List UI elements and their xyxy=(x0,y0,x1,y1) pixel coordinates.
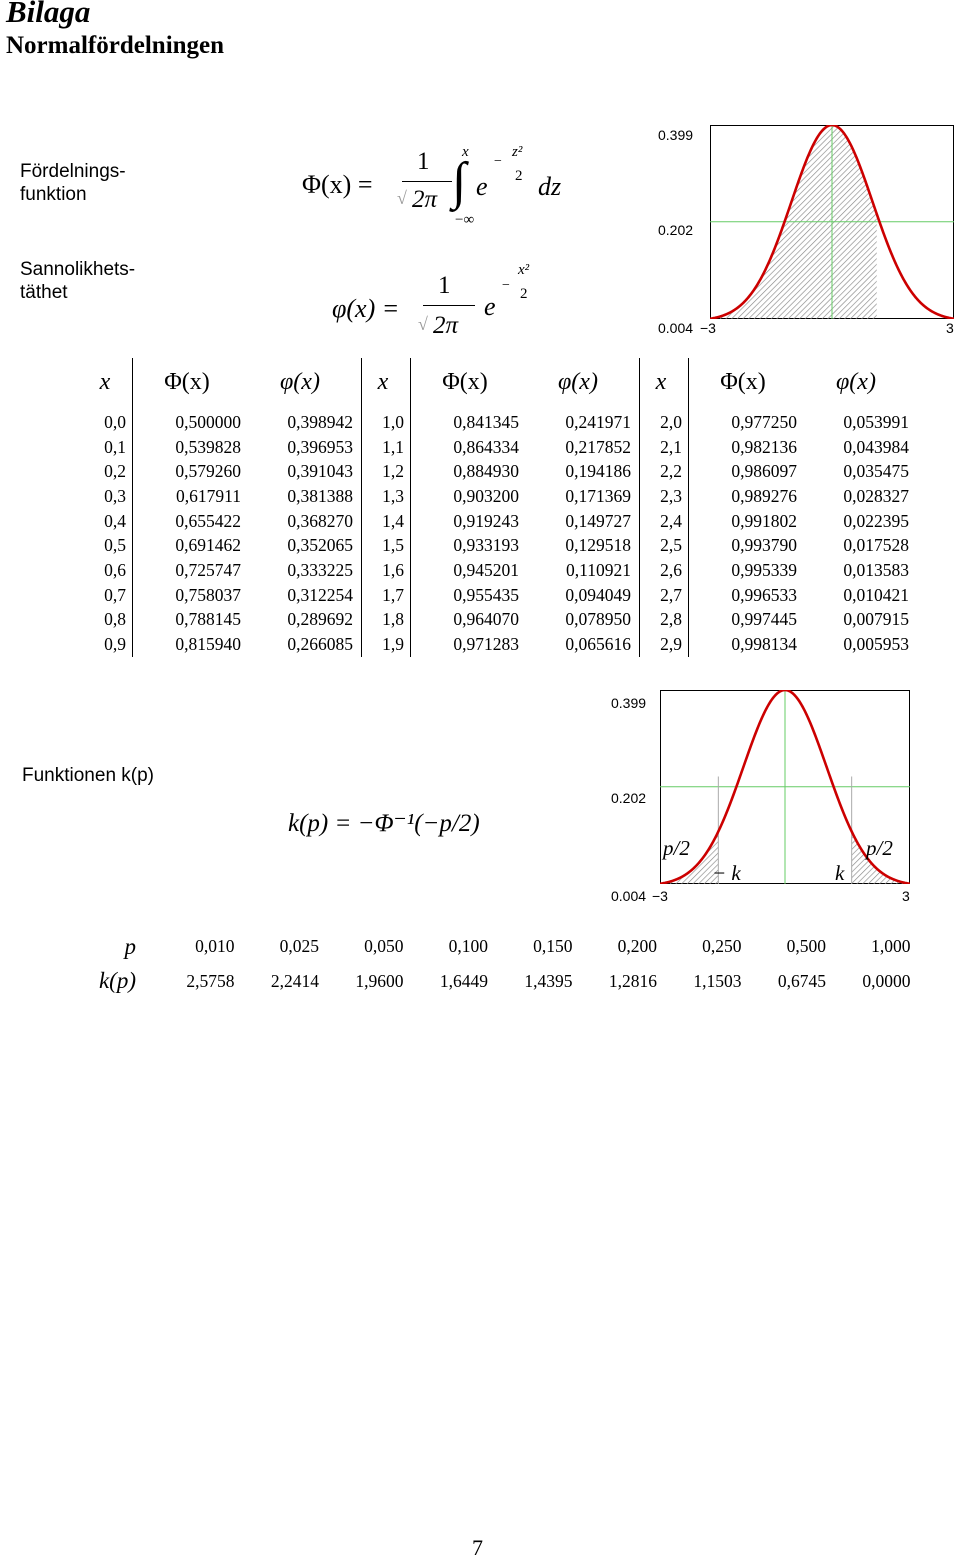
table-cell: 0,8 xyxy=(104,609,126,630)
table-cell: 0,266085 xyxy=(287,634,353,655)
table-cell: 0,053991 xyxy=(843,411,909,432)
chart1-ybot: 0.004 xyxy=(658,320,694,336)
table-cell: 0,022395 xyxy=(843,510,909,531)
table-cell: 1,4 xyxy=(362,509,411,534)
table-cell: 0,352065 xyxy=(287,535,353,556)
right-area-label: p/2 xyxy=(866,836,893,860)
chart1-ymid: 0.202 xyxy=(658,222,694,238)
table-cell: 1,0 xyxy=(362,406,411,435)
table-cell: 0,0 xyxy=(104,411,126,432)
table-cell: 0,010421 xyxy=(843,584,909,605)
normal-table xyxy=(84,358,917,657)
table-row xyxy=(84,558,917,583)
table-cell: 0,955435 xyxy=(411,583,526,608)
table-row xyxy=(84,533,917,558)
chart1-plot xyxy=(710,125,954,319)
table-row xyxy=(84,406,917,435)
cdf-fraction-line xyxy=(402,181,452,182)
table-cell: 0,368270 xyxy=(287,510,353,531)
sqrt-icon: √ xyxy=(418,314,428,334)
table-cell: 0,998134 xyxy=(689,632,804,657)
chart1-ytop: 0.399 xyxy=(658,127,694,143)
col-Phi: Φ(x) xyxy=(411,358,526,406)
chart2-xmin: −3 xyxy=(652,888,668,904)
table-cell: 0,617911 xyxy=(133,484,248,509)
col-x: x xyxy=(362,358,411,406)
k-formula: k(p) = −Φ⁻¹(−p/2) xyxy=(288,810,480,837)
table-cell: 2,6 xyxy=(640,558,689,583)
table-row xyxy=(84,484,917,509)
table-cell: 0,065616 xyxy=(565,634,631,655)
table-cell: 1,4395 xyxy=(524,971,573,991)
table-cell: 1,1 xyxy=(362,435,411,460)
table-cell: 0,050 xyxy=(364,936,404,956)
pdf-numerator: 1 xyxy=(438,272,451,299)
table-cell: 0,788145 xyxy=(133,608,248,633)
table-row xyxy=(84,459,917,484)
table-cell: 0,9 xyxy=(104,634,126,655)
cdf-formula xyxy=(300,140,590,240)
pdf-exp-num: x² xyxy=(518,262,530,278)
table-cell: 0,945201 xyxy=(411,558,526,583)
table-cell: 1,9 xyxy=(362,632,411,657)
p-row-label: p xyxy=(124,934,136,959)
table-cell: 0,017528 xyxy=(843,535,909,556)
table-cell: 0,4 xyxy=(104,510,126,531)
distribution-label: Fördelnings- funktion xyxy=(20,161,126,205)
table-cell: 2,9 xyxy=(640,632,689,657)
table-cell: 0,013583 xyxy=(843,559,909,580)
cdf-lhs: Φ(x) = xyxy=(302,170,373,199)
table-cell: 0,094049 xyxy=(565,584,631,605)
table-header xyxy=(84,358,917,406)
table-cell: 0,500000 xyxy=(133,406,248,435)
table-cell: 0,6 xyxy=(104,559,126,580)
table-cell: 0,7 xyxy=(104,584,126,605)
table-cell: 0,903200 xyxy=(411,484,526,509)
appendix-title: Bilaga xyxy=(6,0,91,29)
table-row xyxy=(84,632,917,657)
table-cell: 0,1 xyxy=(104,436,126,457)
table-row xyxy=(84,509,917,534)
table-cell: 0,043984 xyxy=(843,436,909,457)
table-cell: 0,312254 xyxy=(287,584,353,605)
table-cell: 0,996533 xyxy=(689,583,804,608)
table-cell: 0,993790 xyxy=(689,533,804,558)
table-cell: 0,333225 xyxy=(287,559,353,580)
col-phi: φ(x) xyxy=(836,368,876,395)
table-cell: 0,129518 xyxy=(565,535,631,556)
table-cell: 2,7 xyxy=(640,583,689,608)
table-cell: 0,933193 xyxy=(411,533,526,558)
table-cell: 0,171369 xyxy=(565,485,631,506)
table-row xyxy=(84,608,917,633)
table-cell: 0,150 xyxy=(533,936,573,956)
cdf-lower-limit: −∞ xyxy=(455,212,475,228)
table-cell: 0,391043 xyxy=(287,461,353,482)
table-cell: 0,995339 xyxy=(689,558,804,583)
table-cell: 1,2816 xyxy=(608,971,657,991)
table-cell: 0,500 xyxy=(786,936,826,956)
table-row xyxy=(84,583,917,608)
cdf-numerator: 1 xyxy=(417,148,430,175)
sqrt-icon: √ xyxy=(397,188,407,208)
table-cell: 0,6745 xyxy=(777,971,826,991)
table-cell: 1,6449 xyxy=(439,971,488,991)
col-phi: φ(x) xyxy=(558,368,598,395)
chart1-xmin: −3 xyxy=(700,320,716,336)
k-label: k xyxy=(835,861,845,885)
table-cell: 0,035475 xyxy=(843,461,909,482)
page-title: Normalfördelningen xyxy=(6,32,225,59)
table-cell: 0,398942 xyxy=(287,411,353,432)
table-cell: 0,2 xyxy=(104,461,126,482)
table-cell: 0,977250 xyxy=(689,406,804,435)
col-Phi: Φ(x) xyxy=(133,358,248,406)
table-cell: 0,991802 xyxy=(689,509,804,534)
table-cell: 0,010 xyxy=(195,936,235,956)
table-cell: 0,989276 xyxy=(689,484,804,509)
table-cell: 1,7 xyxy=(362,583,411,608)
cdf-differential: dz xyxy=(538,172,562,201)
table-cell: 0,3 xyxy=(104,485,126,506)
table-cell: 0,884930 xyxy=(411,459,526,484)
cdf-exp-num: z² xyxy=(512,144,523,160)
kp-row-label: k(p) xyxy=(98,968,136,993)
table-cell: 0,758037 xyxy=(133,583,248,608)
table-cell: 0,289692 xyxy=(287,609,353,630)
table-cell: 0,007915 xyxy=(843,609,909,630)
table-cell: 0,005953 xyxy=(843,634,909,655)
table-cell: 2,0 xyxy=(640,406,689,435)
col-x: x xyxy=(640,358,689,406)
pdf-exp-den: 2 xyxy=(520,286,528,302)
table-cell: 0,028327 xyxy=(843,485,909,506)
table-cell: 0,381388 xyxy=(287,485,353,506)
page-number: 7 xyxy=(472,1535,483,1560)
pdf-integrand: e xyxy=(484,292,496,321)
table-cell: 0,725747 xyxy=(133,558,248,583)
table-cell: 0,5 xyxy=(104,535,126,556)
table-cell: 2,4 xyxy=(640,509,689,534)
table-cell: 1,8 xyxy=(362,608,411,633)
table-cell: 0,110921 xyxy=(566,559,631,580)
cdf-integrand: e xyxy=(476,172,488,201)
chart2-ytop: 0.399 xyxy=(611,695,647,711)
table-cell: 0,250 xyxy=(702,936,742,956)
table-cell: 1,3 xyxy=(362,484,411,509)
table-row xyxy=(150,929,911,964)
chart2-ybot: 0.004 xyxy=(611,888,647,904)
table-cell: 0,025 xyxy=(279,936,319,956)
pdf-denominator: 2π xyxy=(433,312,459,339)
col-Phi: Φ(x) xyxy=(689,358,804,406)
table-row xyxy=(84,435,917,460)
table-cell: 0,655422 xyxy=(133,509,248,534)
col-x: x xyxy=(99,368,111,395)
table-cell: 1,9600 xyxy=(355,971,404,991)
cdf-exp-den: 2 xyxy=(515,168,523,184)
density-label: Sannolikhets- täthet xyxy=(20,259,136,303)
table-cell: 1,000 xyxy=(871,936,911,956)
table-cell: 0,971283 xyxy=(411,632,526,657)
table-cell: 0,964070 xyxy=(411,608,526,633)
table-cell: 2,5758 xyxy=(186,971,235,991)
cdf-upper-limit: x xyxy=(462,144,469,160)
table-cell: 1,2 xyxy=(362,459,411,484)
table-cell: 0,579260 xyxy=(133,459,248,484)
table-cell: 0,396953 xyxy=(287,436,353,457)
minus-sign: − xyxy=(494,154,502,169)
table-cell: 0,241971 xyxy=(565,411,631,432)
p-table xyxy=(150,929,911,999)
table-cell: 0,982136 xyxy=(689,435,804,460)
table-cell: 2,8 xyxy=(640,608,689,633)
table-cell: 1,1503 xyxy=(693,971,742,991)
table-cell: 0,539828 xyxy=(133,435,248,460)
pdf-fraction-line xyxy=(423,305,475,306)
table-cell: 0,841345 xyxy=(411,406,526,435)
table-cell: 0,100 xyxy=(448,936,488,956)
table-cell: 1,5 xyxy=(362,533,411,558)
left-area-label: p/2 xyxy=(663,836,690,860)
table-cell: 0,194186 xyxy=(565,461,631,482)
table-cell: 0,078950 xyxy=(565,609,631,630)
chart1-xmax: 3 xyxy=(946,320,954,336)
table-cell: 0,691462 xyxy=(133,533,248,558)
table-cell: 0,997445 xyxy=(689,608,804,633)
table-cell: 0,149727 xyxy=(565,510,631,531)
table-cell: 0,815940 xyxy=(133,632,248,657)
table-cell: 0,200 xyxy=(617,936,657,956)
table-cell: 1,6 xyxy=(362,558,411,583)
table-cell: 2,1 xyxy=(640,435,689,460)
pdf-lhs: φ(x) = xyxy=(332,294,400,323)
minus-sign: − xyxy=(502,278,510,293)
table-row xyxy=(150,964,911,999)
neg-k-label: − k xyxy=(712,861,741,885)
table-cell: 2,3 xyxy=(640,484,689,509)
table-cell: 2,2 xyxy=(640,459,689,484)
chart2-xmax: 3 xyxy=(902,888,910,904)
cdf-denominator: 2π xyxy=(412,186,438,213)
table-cell: 2,2414 xyxy=(270,971,319,991)
table-cell: 2,5 xyxy=(640,533,689,558)
table-cell: 0,864334 xyxy=(411,435,526,460)
kfunc-label: Funktionen k(p) xyxy=(22,765,155,786)
table-cell: 0,919243 xyxy=(411,509,526,534)
chart2-ymid: 0.202 xyxy=(611,790,647,806)
pdf-formula xyxy=(330,258,550,348)
table-cell: 0,217852 xyxy=(565,436,631,457)
table-cell: 0,986097 xyxy=(689,459,804,484)
integral-icon: ∫ xyxy=(452,153,467,210)
col-phi: φ(x) xyxy=(280,368,320,395)
table-cell: 0,0000 xyxy=(862,971,911,991)
